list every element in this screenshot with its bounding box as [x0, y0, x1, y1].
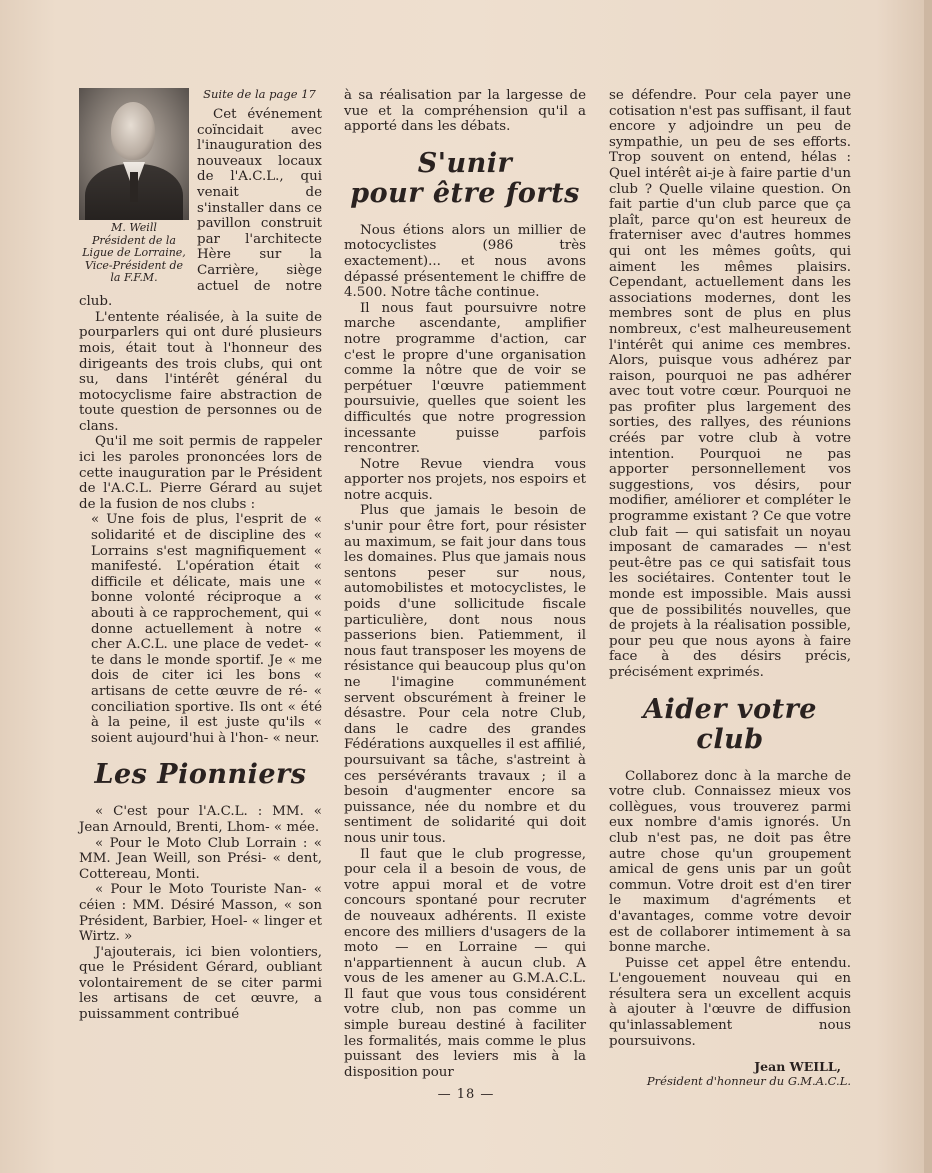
paragraph: L'entente réalisée, à la suite de pourparlers qui ont duré plusieurs mois, était tout à l'honneur des dirigeants des trois clubs, qui ont su, dans l'intérêt général du motocyclisme faire abstraction de toute question de personnes ou de clans. [79, 309, 322, 434]
section-heading-aider: Aider votre club [643, 693, 817, 755]
caption-name: M. Weill [111, 221, 157, 234]
signature-name: Jean WEILL, [754, 1059, 841, 1075]
paragraph: Collaborez donc à la marche de votre club. Connaissez mieux vos collègues, vous trouverez parmi eux nombre d'amis ignorés. Un club n'est pas, ne doit pas être autre chose qu'un groupement amical de gens unis par un goût commun. Votre droit est d'en tirer le maximum d'agréments et d'avantages, comme votre devoir est de collaborer intimement à sa bonne marche. [609, 768, 851, 956]
paragraph: se défendre. Pour cela payer une cotisation n'est pas suffisant, il faut encore y adjoindre un peu de sympathie, un peu de ses efforts. Trop souvent on entend, hélas : Quel intérêt ai-je à faire partie d'un club ? Quelle vilaine question. On fait partie d'un club parce que ça plaît, parce qu'on est heureux de fraterniser avec d'autres hommes qui ont les mêmes goûts, qui aiment les mêmes plaisirs. Cependant, actuellement dans les associations modernes, dont les membres sont de plus en plus nombreux, c'est malheureusement l'intérêt qui anime ces membres. Alors, puisque vous adhérez par raison, pourquoi ne pas adhérer avec tout votre cœur. Pourquoi ne pas profiter plus largement des sorties, des rallyes, des réunions créés par votre club à votre intention. Pourquoi ne pas apporter personnellement vos suggestions, vos désirs, pour modifier, améliorer et compléter le programme existant ? Ce que votre club fait — qui satisfait un noyau imposant de camarades — n'est peut-être pas ce qui satisfait tous les sociétaires. Contenter tout le monde est impossible. Mais aussi que de possibilités nouvelles, que de projets à la réalisation possible, pour peu que nous ayons à faire face à des désirs précis, précisément exprimés. [609, 88, 851, 680]
paragraph: « Pour le Moto Touriste Nan- « céien : MM. Désiré Masson, « son Président, Barbier, Hoel- « linger et Wirtz. » [79, 882, 322, 945]
page-number: — 18 — [437, 1087, 495, 1102]
heading-line-2: pour être forts [350, 177, 580, 209]
paragraph: Cet événement coïncidait avec l'inauguration des nouveaux locaux de l'A.C.L., qui venait de s'installer dans ce pavillon construit par l'architecte Hère sur la Carrière, siège actuel de notre club. [79, 107, 322, 310]
quotation: « Une fois de plus, l'esprit de « solidarité et de discipline des « Lorrains s'est magnifiquement « manifesté. L'opération était « difficile et délicate, mais une « bonne volonté réciproque a « abouti à ce rapprochement, qui « donne actuellement à notre « cher A.C.L. une place de vedet- « te dans le monde sportif. Je « me dois de citer ici les bons « artisans de cette œuvre de ré- « conciliation sportive. Ils ont « été à la peine, il est juste qu'ils « soient aujourd'hui à l'hon- « neur. [91, 512, 322, 746]
paragraph: Qu'il me soit permis de rappeler ici les paroles prononcées lors de cette inauguration par le Président de l'A.C.L. Pierre Gérard au sujet de la fusion de nos clubs : [79, 434, 322, 512]
paragraph: à sa réalisation par la largesse de vue et la compréhension qu'il a apporté dans les débats. [344, 88, 586, 135]
portrait-photo [79, 88, 189, 220]
photo-caption [79, 222, 189, 285]
heading-line-1: S'unir [417, 147, 513, 179]
portrait-tie [130, 172, 138, 202]
paragraph: Il nous faut poursuivre notre marche ascendante, amplifier notre programme d'action, car c'est le propre d'une organisation comme la nôtre que de voir se perpétuer l'œuvre patiemment poursuivie, quelles que soient les difficultés que notre progression incessante puisse parfois rencontrer. [344, 300, 586, 457]
paragraph: Il faut que le club progresse, pour cela il a besoin de vous, de votre appui moral et de votre concours spontané pour recruter de nouveaux adhérents. Il existe encore des milliers d'usagers de la moto — en Lorraine — qui n'appartiennent à aucun club. A vous de les amener au G.M.A.C.L. Il faut que vous tous considérent votre club, non pas comme un simple bureau destiné à faciliter les formalités, mais comme le plus puissant des leviers mis à la disposition pour [344, 846, 586, 1080]
paragraph: Plus que jamais le besoin de s'unir pour être fort, pour résister au maximum, se fait jour dans tous les domaines. Plus que jamais nous sentons peser sur nous, automobilistes et motocyclistes, le poids d'une sollicitude fiscale particulière, dont nous nous passerions bien. Patiemment, il nous faut transposer les moyens de résistance qui beaucoup plus qu'on ne l'imagine communément servent obscurément à freiner le désastre. Pour cela notre Club, dans le cadre des grandes Fédérations auxquelles il est affilié, poursuivant sa tâche, s'astreint à ces persévérants travaux ; il a besoin d'augmenter encore sa puissance, née du nombre et du sentiment de solidarité qui doit nous unir tous. [344, 503, 586, 846]
paragraph: Nous étions alors un millier de motocyclistes (986 très exactement)... et nous avons dépassé présentement le chiffre de 4.500. Notre tâche continue. [344, 222, 586, 301]
continued-from: Suite de la page 17 [203, 87, 316, 101]
portrait-face [111, 102, 155, 160]
paragraph: Puisse cet appel être entendu. L'engouement nouveau qui en résultera sera un excellent acquis à ajouter à l'œuvre de diffusion qu'inlassablement nous poursuivons. [609, 955, 851, 1049]
paragraph: Notre Revue viendra vous apporter nos projets, nos espoirs et notre acquis. [344, 456, 586, 503]
section-heading-sunir [344, 149, 586, 209]
paragraph: « Pour le Moto Club Lorrain : « MM. Jean Weill, son Prési- « dent, Cottereau, Monti. [79, 835, 322, 882]
column-1 [79, 88, 322, 1023]
column-2 [344, 88, 586, 1080]
signature-role: Président d'honneur du G.M.A.C.L. [646, 1073, 851, 1088]
paragraph: « C'est pour l'A.C.L. : MM. « Jean Arnould, Brenti, Lhom- « mée. [79, 804, 322, 835]
caption-role: Président de la Ligue de Lorraine, Vice-Président de la F.F.M. [82, 233, 186, 285]
page-edge [924, 0, 932, 1173]
section-heading-pionniers: Les Pionniers [94, 759, 307, 791]
paragraph: J'ajouterais, ici bien volontiers, que le Président Gérard, oubliant volontairement de se citer parmi les artisans de cet œuvre, a puissamment contribué [79, 944, 322, 1023]
column-3 [609, 88, 851, 1088]
